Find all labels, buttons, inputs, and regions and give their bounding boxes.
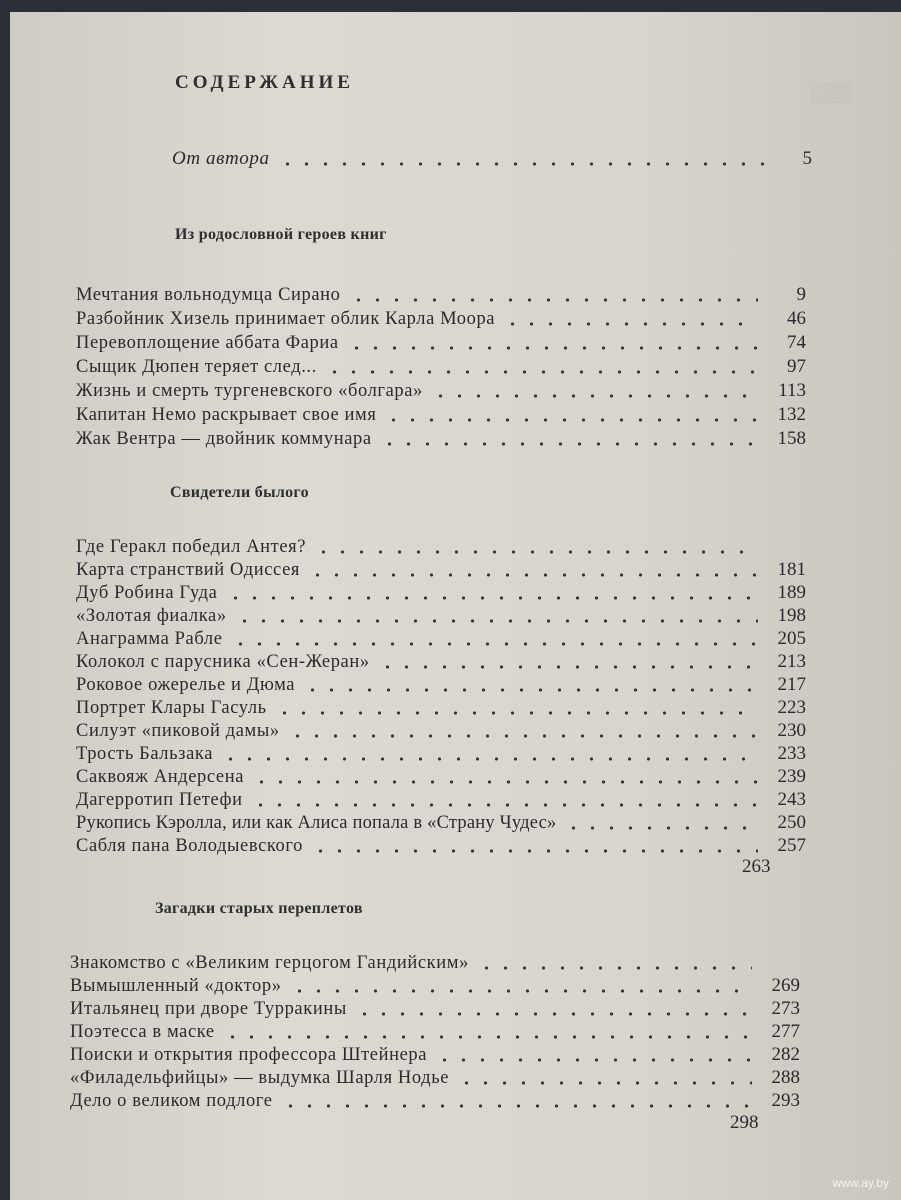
toc-entry-page: 293 <box>771 1090 800 1111</box>
toc-entry-page: 158 <box>777 428 806 449</box>
leader-dots <box>503 322 758 326</box>
toc-entry <box>76 672 806 696</box>
leader-dots <box>251 803 758 807</box>
toc-entry-page: 97 <box>787 356 806 377</box>
leader-dots <box>275 711 758 715</box>
leader-dots <box>347 346 758 350</box>
toc-entry-title: Мечтания вольнодумца Сирано <box>76 285 341 305</box>
leader-dots <box>378 665 758 669</box>
toc-entry-title: Анаграмма Рабле <box>76 629 223 649</box>
trailing-page-number: 263 <box>742 856 771 877</box>
bleed-through-text: ░░░ <box>810 82 853 104</box>
leader-dots <box>325 370 758 374</box>
toc-entry-title: Дагерротип Петефи <box>76 790 243 810</box>
leader-dots <box>308 573 758 577</box>
toc-entry <box>70 1065 800 1089</box>
leader-dots <box>278 162 764 166</box>
toc-entry-title: Роковое ожерелье и Дюма <box>76 675 296 695</box>
toc-entry-title: Трость Бальзака <box>76 744 214 764</box>
toc-entry-page: 217 <box>777 674 806 695</box>
toc-entry-title: Сабля пана Володыевского <box>76 836 303 856</box>
toc-entry-title: Поэтесса в маске <box>70 1022 215 1042</box>
toc-entry-title: Карта странствий Одиссея <box>76 560 300 580</box>
toc-entry-page: 213 <box>777 651 806 672</box>
leader-dots <box>349 298 758 302</box>
leader-dots <box>252 780 758 784</box>
toc-entry <box>76 306 806 330</box>
toc-entry-page: 282 <box>771 1044 800 1065</box>
toc-entry-title: Дуб Робина Гуда <box>76 583 218 603</box>
toc-entry-page: 233 <box>777 743 806 764</box>
leader-dots <box>221 757 758 761</box>
toc-entry-title: Знакомство с «Великим герцогом Гандийским» <box>70 953 469 973</box>
leader-dots <box>435 1058 752 1062</box>
toc-entry-title: Рукопись Кэролла, или как Алиса попала в «Страну Чудес» <box>76 813 557 833</box>
leader-dots <box>231 642 758 646</box>
toc-entry-page: 250 <box>777 812 806 833</box>
toc-entry-title: Жизнь и смерть тургеневского «болгара» <box>76 381 423 401</box>
toc-entry <box>76 833 806 857</box>
toc-entry-page: 273 <box>771 998 800 1019</box>
leader-dots <box>290 989 752 993</box>
toc-entry-page: 269 <box>771 975 800 996</box>
toc-entry-title: Сыщик Дюпен теряет след... <box>76 357 317 377</box>
toc-entry <box>76 580 806 604</box>
toc-entry-page: 113 <box>778 380 806 401</box>
toc-entry <box>76 330 806 354</box>
leader-dots <box>314 550 758 554</box>
leader-dots <box>235 619 758 623</box>
toc-entry-page: 9 <box>796 284 806 305</box>
section-title: Загадки старых переплетов <box>155 900 363 917</box>
leader-dots <box>384 418 758 422</box>
leader-dots <box>355 1012 752 1016</box>
toc-entry-title: Саквояж Андерсена <box>76 767 245 787</box>
toc-entry-page: 74 <box>787 332 806 353</box>
toc-entry <box>76 557 806 581</box>
toc-entry <box>76 378 806 402</box>
toc-entry-title: Где Геракл победил Антея? <box>76 537 307 557</box>
toc-entry-page: 243 <box>777 789 806 810</box>
leader-dots <box>311 849 758 853</box>
leader-dots <box>303 688 758 692</box>
toc-entry <box>70 996 800 1020</box>
toc-entry-title: Поиски и открытия профессора Штейнера <box>70 1045 428 1065</box>
toc-entry <box>76 649 806 673</box>
toc-entry-page: 5 <box>802 148 812 169</box>
toc-entry-title: «Золотая фиалка» <box>76 606 227 626</box>
toc-entry <box>76 741 806 765</box>
toc-entry-page: 181 <box>777 559 806 580</box>
toc-entry-page: 288 <box>771 1067 800 1088</box>
toc-entry <box>76 603 806 627</box>
toc-entry-title: Разбойник Хизель принимает облик Карла Моора <box>76 309 496 329</box>
contents-heading: СОДЕРЖАНИЕ <box>175 72 354 93</box>
toc-entry-title: «Филадельфийцы» — выдумка Шарля Нодье <box>70 1068 450 1088</box>
toc-entry <box>76 787 806 811</box>
toc-entry-page: 46 <box>787 308 806 329</box>
watermark: www.ay.by <box>832 1176 889 1190</box>
toc-entry-page: 198 <box>777 605 806 626</box>
toc-entry-title: Вымышленный «доктор» <box>70 976 282 996</box>
leader-dots <box>223 1035 752 1039</box>
toc-entry <box>70 1019 800 1043</box>
toc-entry-page: 205 <box>777 628 806 649</box>
toc-entry <box>76 695 806 719</box>
toc-entry-author <box>172 146 812 170</box>
toc-entry-title: Капитан Немо раскрывает свое имя <box>76 405 377 425</box>
toc-entry-page: 223 <box>777 697 806 718</box>
toc-entry-title: Силуэт «пиковой дамы» <box>76 721 280 741</box>
toc-entry <box>76 534 806 558</box>
toc-entry <box>70 1088 800 1112</box>
toc-entry <box>76 810 806 834</box>
leader-dots <box>431 394 758 398</box>
toc-entry <box>76 764 806 788</box>
toc-entry <box>76 402 806 426</box>
toc-entry-title: Портрет Клары Гасуль <box>76 698 267 718</box>
toc-entry <box>76 282 806 306</box>
trailing-page-number: 298 <box>730 1112 759 1133</box>
toc-entry-title: Колокол с парусника «Сен-Жеран» <box>76 652 370 672</box>
toc-entry <box>76 354 806 378</box>
section-title: Свидетели былого <box>170 484 309 501</box>
toc-entry-title: Жак Вентра — двойник коммунара <box>76 429 372 449</box>
toc-entry <box>76 626 806 650</box>
leader-dots <box>288 734 758 738</box>
leader-dots <box>457 1081 752 1085</box>
toc-entry-page: 277 <box>771 1021 800 1042</box>
leader-dots <box>281 1104 752 1108</box>
toc-entry <box>76 426 806 450</box>
toc-entry-page: 132 <box>777 404 806 425</box>
toc-entry-page: 239 <box>777 766 806 787</box>
section-title: Из родословной героев книг <box>175 226 387 243</box>
toc-entry-page: 257 <box>777 835 806 856</box>
toc-entry <box>70 1042 800 1066</box>
toc-entry <box>76 718 806 742</box>
toc-entry-title: Перевоплощение аббата Фариа <box>76 333 339 353</box>
toc-entry-page: 230 <box>777 720 806 741</box>
leader-dots <box>380 442 758 446</box>
leader-dots <box>226 596 759 600</box>
leader-dots <box>477 966 752 970</box>
toc-entry <box>70 950 800 974</box>
toc-entry-title: Итальянец при дворе Турракины <box>70 999 347 1019</box>
toc-entry-title: От автора <box>172 148 270 169</box>
toc-entry-title: Дело о великом подлоге <box>70 1091 273 1111</box>
toc-entry <box>70 973 800 997</box>
toc-entry-page: 189 <box>777 582 806 603</box>
leader-dots <box>564 826 758 830</box>
